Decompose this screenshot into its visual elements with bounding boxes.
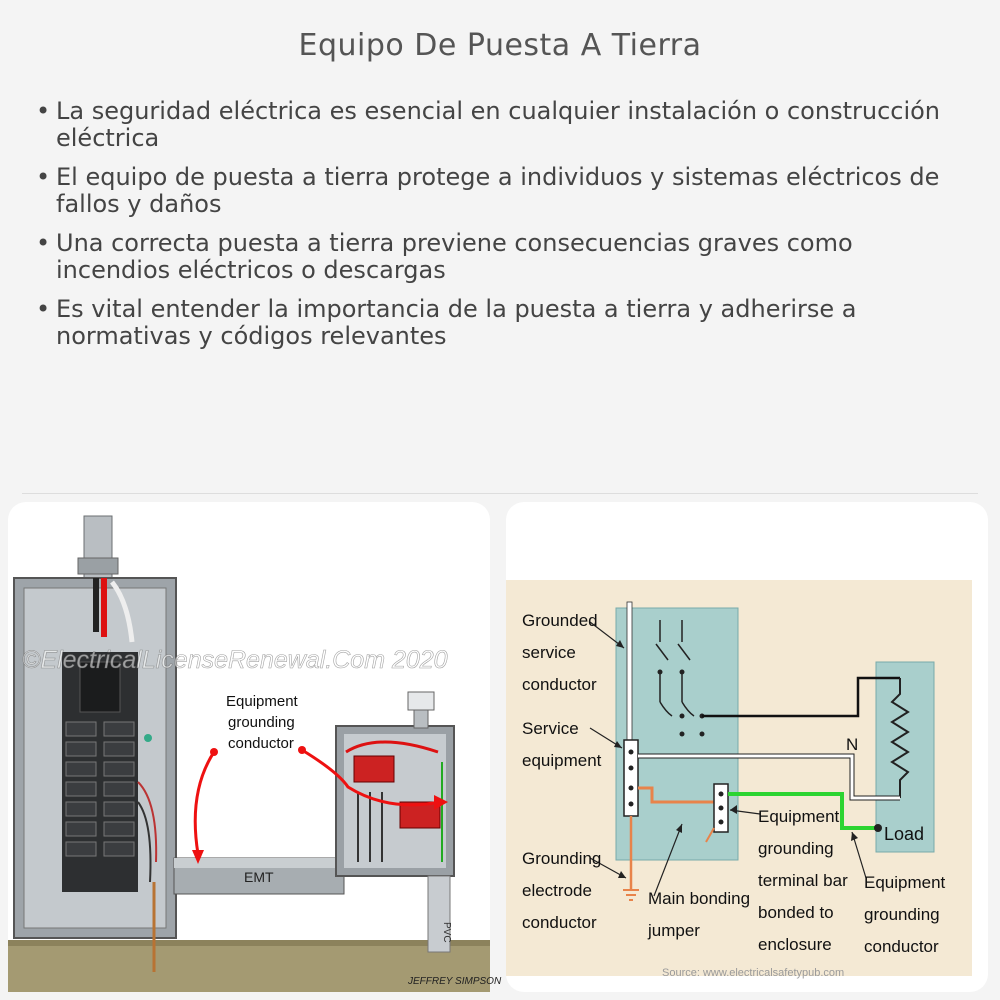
n-label: N: [846, 735, 859, 754]
svg-text:conductor: conductor: [864, 937, 939, 956]
pointer-arrow: [195, 752, 214, 854]
bullet-item: • Una correcta puesta a tierra previene consecuencias graves como incendios eléctricos o descargas: [36, 230, 956, 284]
egc-label: Equipment: [864, 873, 946, 892]
svg-text:grounding: grounding: [864, 905, 940, 924]
svg-text:grounding: grounding: [228, 714, 295, 731]
main-bonding-label: Main bonding: [648, 889, 751, 908]
svg-text:conductor: conductor: [522, 913, 597, 932]
signature: JEFFREY SIMPSON: [408, 976, 502, 987]
svg-text:terminal bar: terminal bar: [758, 871, 848, 890]
svg-text:electrode: electrode: [522, 881, 592, 900]
svg-text:grounding: grounding: [758, 839, 834, 858]
eq-grounding-label: Equipment: [226, 693, 298, 710]
bullet-list: [36, 98, 956, 362]
svg-text:conductor: conductor: [522, 675, 597, 694]
svg-text:service: service: [522, 643, 576, 662]
watermark: ©ElectricalLicenseRenewal.Com 2020: [22, 646, 448, 674]
source-credit: Source: www.electricalsafetypub.com: [662, 967, 845, 979]
bullet-item: • El equipo de puesta a tierra protege a individuos y sistemas eléctricos de fallos y daños: [36, 164, 956, 218]
grounding-schematic: [506, 502, 988, 992]
svg-text:conductor: conductor: [228, 735, 294, 752]
pvc-label: PVC: [441, 922, 452, 943]
divider: [22, 493, 978, 494]
emt-label: EMT: [244, 869, 274, 885]
svg-text:bonded to: bonded to: [758, 903, 834, 922]
schematic-drawing: [506, 502, 988, 992]
svg-text:jumper: jumper: [648, 921, 700, 940]
svg-text:equipment: equipment: [522, 751, 602, 770]
panel-illustration: [8, 502, 502, 992]
bullet-item: • La seguridad eléctrica es esencial en cualquier instalación o construcción eléctrica: [36, 98, 956, 152]
service-equipment-label: Service: [522, 719, 579, 738]
eg-terminal-label: Equipment: [758, 807, 840, 826]
load-label: Load: [884, 824, 925, 844]
grounded-service-label: Grounded: [522, 611, 598, 630]
panel-drawing: [8, 502, 502, 992]
grounding-electrode-label: Grounding: [522, 849, 602, 868]
svg-text:enclosure: enclosure: [758, 935, 832, 954]
bullet-item: • Es vital entender la importancia de la puesta a tierra y adherirse a normativas y códigos relevantes: [36, 296, 956, 350]
page-title: Equipo De Puesta A Tierra: [298, 28, 702, 63]
